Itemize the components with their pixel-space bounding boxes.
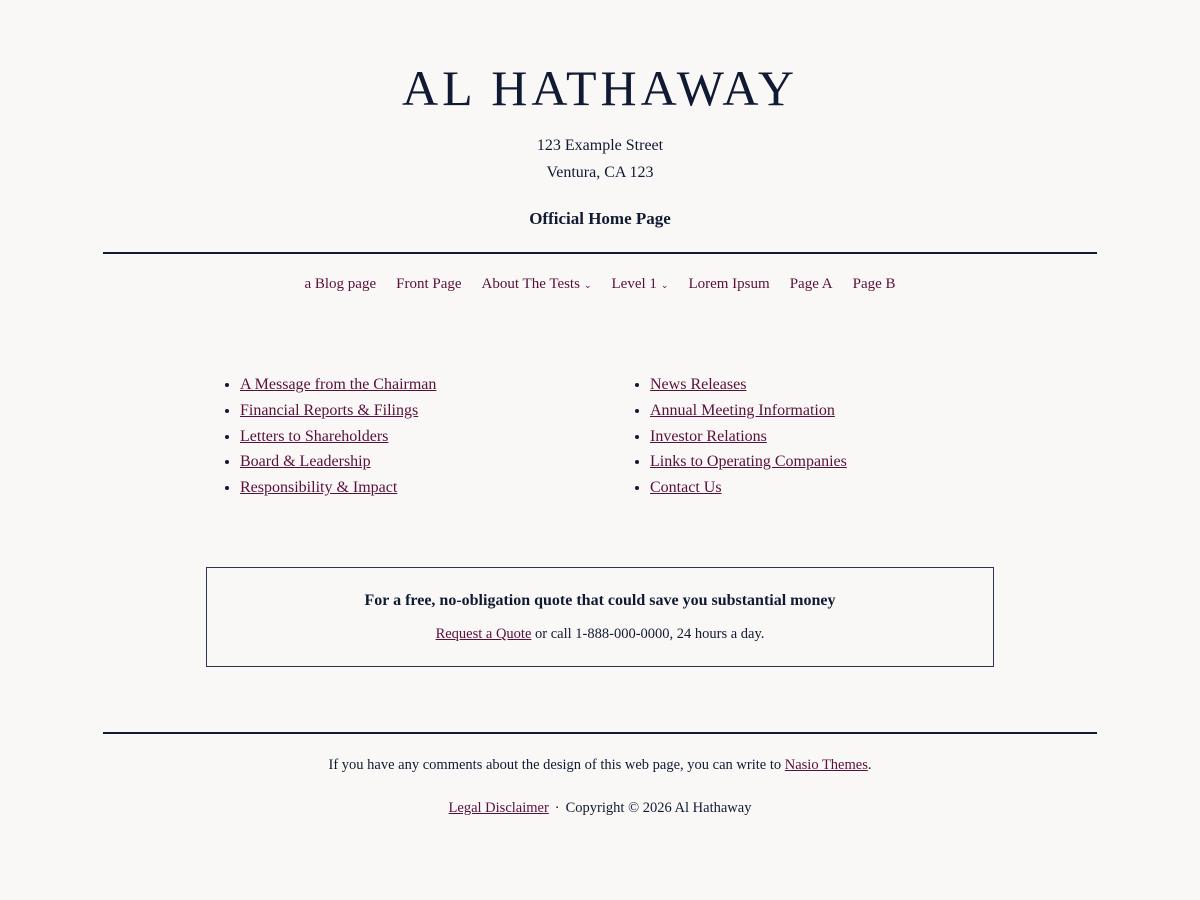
address-line-2: Ventura, CA 123: [546, 164, 654, 181]
contact-us-link[interactable]: Contact Us: [650, 479, 722, 497]
nav-item-page-b[interactable]: [853, 276, 896, 293]
shareholder-letters-link[interactable]: Letters to Shareholders: [240, 427, 389, 445]
investor-relations-link[interactable]: Investor Relations: [650, 427, 767, 445]
site-title[interactable]: AL HATHAWAY: [401, 60, 798, 116]
tagline: Official Home Page: [529, 209, 671, 228]
list-item: [240, 475, 436, 501]
responsibility-impact-link[interactable]: Responsibility & Impact: [240, 479, 398, 497]
request-quote-link[interactable]: Request a Quote: [435, 626, 532, 642]
footer-legal: [0, 800, 1200, 817]
quote-phone-text: or call 1-888-000-0000, 24 hours a day.: [531, 626, 765, 642]
board-leadership-link[interactable]: Board & Leadership: [240, 453, 371, 471]
nav-item-page-a[interactable]: [790, 276, 833, 293]
footer-comment-text: If you have any comments about the design of this web page, you can write to: [328, 757, 785, 773]
quote-line: [207, 626, 993, 643]
chevron-down-icon[interactable]: ⌄: [660, 280, 669, 290]
nav-item-label: Page B: [852, 276, 896, 292]
list-item: [240, 372, 436, 398]
copyright-text: Copyright © 2026 Al Hathaway: [565, 800, 752, 816]
nav-item-lorem-ipsum[interactable]: [688, 276, 769, 293]
nav-item-label: Page A: [789, 276, 833, 292]
chevron-down-icon[interactable]: ⌄: [583, 280, 592, 290]
header-divider: [103, 252, 1097, 254]
annual-meeting-link[interactable]: Annual Meeting Information: [650, 401, 835, 419]
main-nav: [0, 276, 1200, 293]
nav-item-label: Lorem Ipsum: [688, 276, 770, 292]
nav-item-label: Front Page: [396, 276, 462, 292]
link-list-left: [220, 372, 436, 501]
operating-companies-link[interactable]: Links to Operating Companies: [650, 453, 847, 471]
list-item: [650, 424, 847, 450]
news-releases-link[interactable]: News Releases: [650, 376, 747, 393]
nav-item-level-1[interactable]: [612, 276, 669, 293]
list-item: [240, 449, 436, 475]
quote-heading: For a free, no-obligation quote that could save you substantial money: [364, 592, 836, 609]
footer-comment-suffix: .: [867, 757, 872, 773]
nasio-themes-link[interactable]: Nasio Themes: [784, 757, 868, 773]
link-list-right: [630, 372, 847, 501]
list-item: [240, 398, 436, 424]
address-line-1: 123 Example Street: [536, 137, 664, 154]
footer-comment: [0, 757, 1200, 774]
list-item: [650, 475, 847, 501]
footer-divider: [103, 732, 1097, 734]
nav-item-front-page[interactable]: [396, 276, 461, 293]
list-item: [240, 424, 436, 450]
legal-disclaimer-link[interactable]: Legal Disclaimer: [448, 800, 549, 816]
list-item: [650, 372, 847, 398]
nav-item-label: Level 1: [611, 276, 657, 292]
nav-item-blog-page[interactable]: [304, 276, 376, 293]
list-item: [650, 449, 847, 475]
nav-item-about-the-tests[interactable]: [482, 276, 592, 293]
nav-item-label: a Blog page: [304, 276, 377, 292]
list-item: [650, 398, 847, 424]
quote-box: [206, 567, 994, 667]
nav-item-label: About The Tests: [481, 276, 580, 292]
footer-separator: ·: [554, 800, 560, 816]
chairman-message-link[interactable]: A Message from the Chairman: [240, 376, 437, 393]
financial-reports-link[interactable]: Financial Reports & Filings: [240, 401, 419, 419]
